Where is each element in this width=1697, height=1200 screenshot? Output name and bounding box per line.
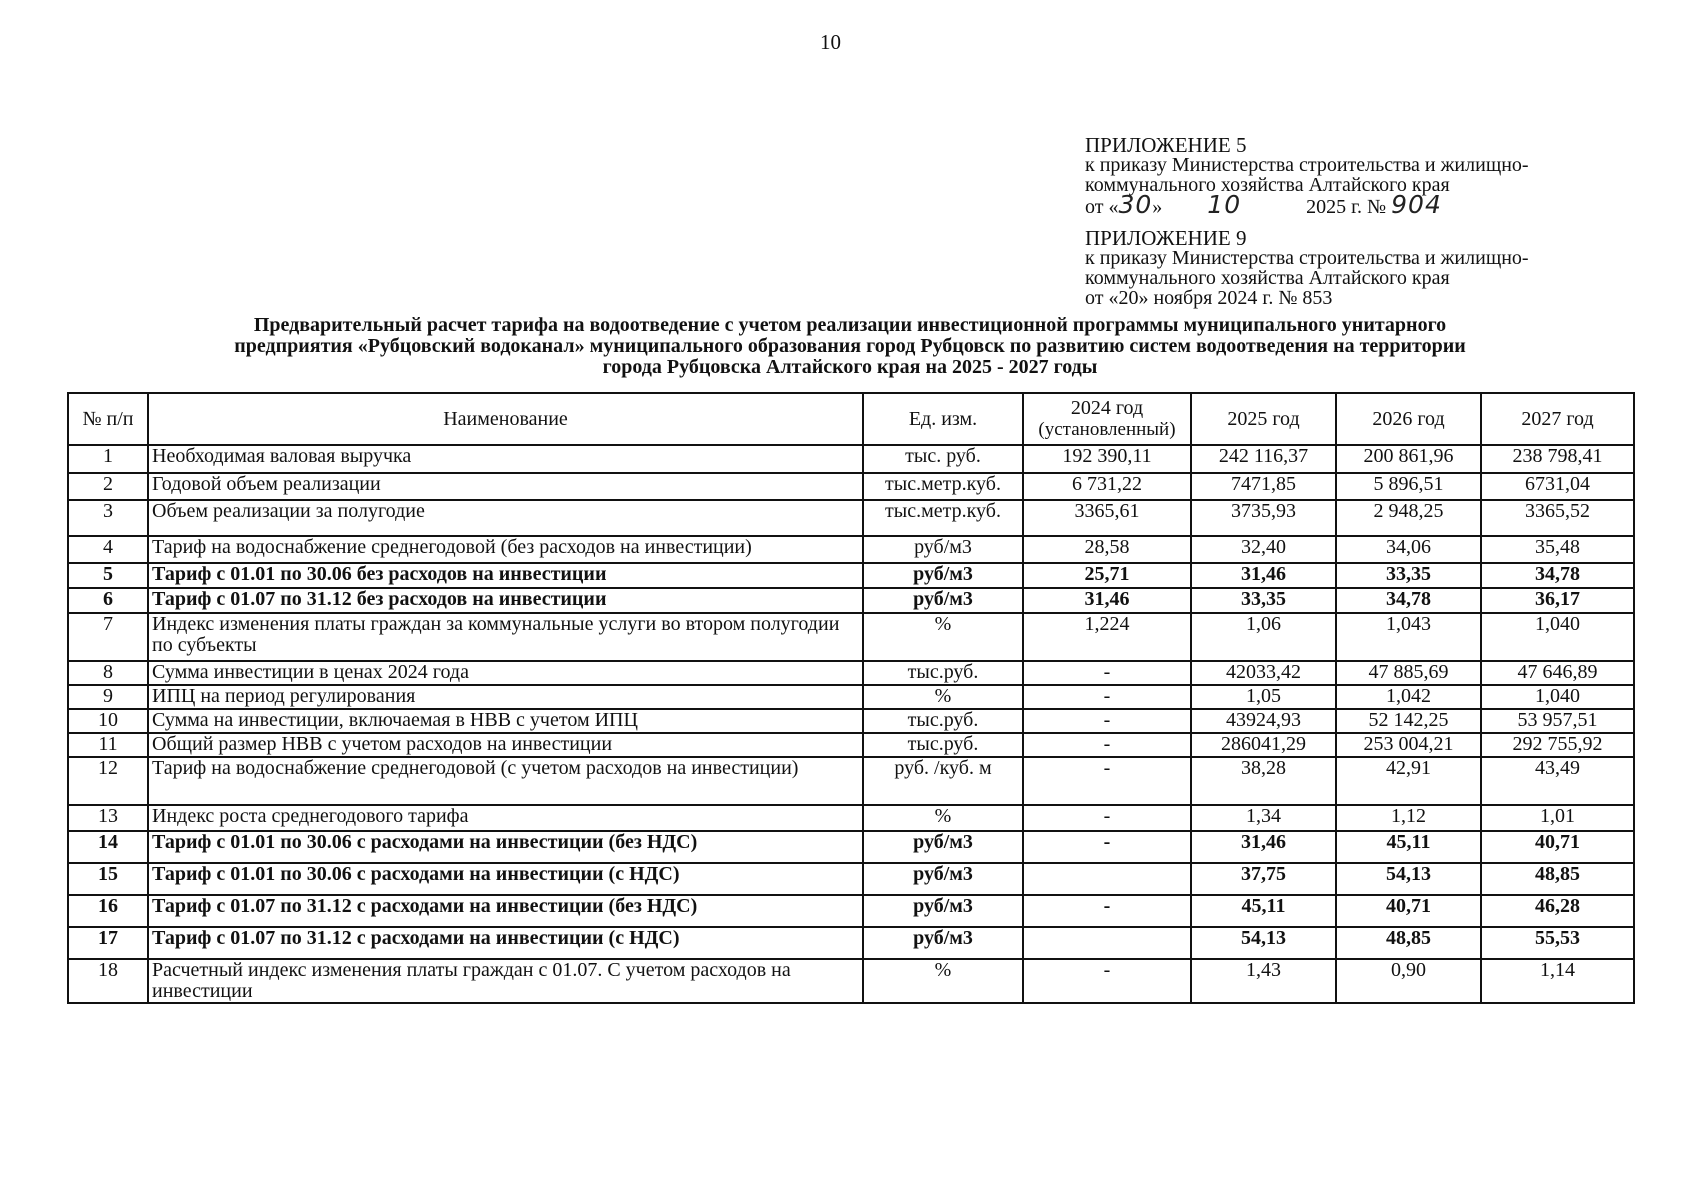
row-unit: %	[863, 613, 1023, 661]
row-number: 6	[68, 588, 148, 613]
row-unit: %	[863, 685, 1023, 709]
row-value-2024: -	[1023, 661, 1191, 685]
row-name: Тариф с 01.01 по 30.06 без расходов на инвестиции	[148, 563, 863, 588]
row-value-2024: -	[1023, 733, 1191, 757]
table-body	[68, 445, 1634, 1003]
row-value-2025: 1,43	[1191, 959, 1336, 1003]
row-number: 9	[68, 685, 148, 709]
row-number: 10	[68, 709, 148, 733]
row-unit: тыс.метр.куб.	[863, 500, 1023, 536]
row-number: 8	[68, 661, 148, 685]
table-row	[68, 661, 1634, 685]
annex-5-line-1: к приказу Министерства строительства и жилищно-	[1085, 154, 1529, 176]
row-number: 16	[68, 895, 148, 927]
row-name: Тариф с 01.07 по 31.12 с расходами на инвестиции (с НДС)	[148, 927, 863, 959]
annex-5-block	[1085, 135, 1529, 217]
page-number: 10	[820, 30, 841, 54]
annex-5-date-day-handwritten: 30	[1118, 190, 1153, 219]
row-unit: руб/м3	[863, 895, 1023, 927]
header-2024	[1023, 393, 1191, 445]
row-value-2025: 242 116,37	[1191, 445, 1336, 473]
row-unit: тыс.руб.	[863, 661, 1023, 685]
row-value-2026: 200 861,96	[1336, 445, 1481, 473]
table-row	[68, 895, 1634, 927]
row-value-2025: 42033,42	[1191, 661, 1336, 685]
row-value-2025: 7471,85	[1191, 473, 1336, 500]
row-value-2027: 3365,52	[1481, 500, 1634, 536]
annex-9-line-2: коммунального хозяйства Алтайского края	[1085, 267, 1450, 289]
row-value-2024: -	[1023, 831, 1191, 863]
row-value-2027: 40,71	[1481, 831, 1634, 863]
row-value-2024: 3365,61	[1023, 500, 1191, 536]
row-value-2027: 1,040	[1481, 613, 1634, 661]
row-value-2024: -	[1023, 895, 1191, 927]
tariff-table	[67, 392, 1635, 1004]
row-value-2027: 6731,04	[1481, 473, 1634, 500]
row-value-2024: 31,46	[1023, 588, 1191, 613]
row-unit: тыс.руб.	[863, 709, 1023, 733]
row-value-2026: 1,043	[1336, 613, 1481, 661]
row-name: Тариф на водоснабжение среднегодовой (с учетом расходов на инвестиции)	[148, 757, 863, 805]
row-unit: руб/м3	[863, 588, 1023, 613]
row-value-2026: 40,71	[1336, 895, 1481, 927]
row-value-2025: 1,34	[1191, 805, 1336, 831]
row-number: 12	[68, 757, 148, 805]
row-name: ИПЦ на период регулирования	[148, 685, 863, 709]
table-row	[68, 757, 1634, 805]
row-value-2025: 3735,93	[1191, 500, 1336, 536]
header-num: № п/п	[68, 393, 148, 445]
row-number: 4	[68, 536, 148, 563]
row-value-2024: 28,58	[1023, 536, 1191, 563]
row-name: Годовой объем реализации	[148, 473, 863, 500]
row-value-2024	[1023, 927, 1191, 959]
row-value-2027: 35,48	[1481, 536, 1634, 563]
row-value-2026: 34,06	[1336, 536, 1481, 563]
row-value-2027: 43,49	[1481, 757, 1634, 805]
row-name: Общий размер НВВ с учетом расходов на инвестиции	[148, 733, 863, 757]
annex-5-date	[1085, 190, 1529, 219]
row-unit: %	[863, 959, 1023, 1003]
row-unit: руб/м3	[863, 927, 1023, 959]
row-unit: руб/м3	[863, 831, 1023, 863]
row-value-2027: 292 755,92	[1481, 733, 1634, 757]
table-row	[68, 863, 1634, 895]
annex-9-title: ПРИЛОЖЕНИЕ 9	[1085, 226, 1247, 250]
row-value-2026: 45,11	[1336, 831, 1481, 863]
row-value-2025: 32,40	[1191, 536, 1336, 563]
document-title	[60, 315, 1640, 378]
row-value-2024: 25,71	[1023, 563, 1191, 588]
table-row	[68, 500, 1634, 536]
annex-9-line-3: от «20» ноября 2024 г. № 853	[1085, 287, 1333, 309]
row-value-2024: -	[1023, 959, 1191, 1003]
row-number: 17	[68, 927, 148, 959]
row-value-2026: 52 142,25	[1336, 709, 1481, 733]
table-row	[68, 959, 1634, 1003]
annex-5-title: ПРИЛОЖЕНИЕ 5	[1085, 133, 1247, 157]
row-value-2027: 238 798,41	[1481, 445, 1634, 473]
row-value-2025: 38,28	[1191, 757, 1336, 805]
row-name: Тариф на водоснабжение среднегодовой (без расходов на инвестиции)	[148, 536, 863, 563]
row-name: Тариф с 01.07 по 31.12 без расходов на инвестиции	[148, 588, 863, 613]
row-value-2024: -	[1023, 709, 1191, 733]
row-value-2026: 1,12	[1336, 805, 1481, 831]
row-value-2024	[1023, 863, 1191, 895]
row-value-2026: 42,91	[1336, 757, 1481, 805]
row-value-2026: 253 004,21	[1336, 733, 1481, 757]
row-value-2027: 1,040	[1481, 685, 1634, 709]
annex-5-date-year: 2025 г. №	[1306, 196, 1387, 218]
header-2024-label: 2024 год	[1070, 397, 1144, 419]
row-value-2027: 55,53	[1481, 927, 1634, 959]
row-value-2027: 1,01	[1481, 805, 1634, 831]
row-number: 3	[68, 500, 148, 536]
row-value-2027: 36,17	[1481, 588, 1634, 613]
row-unit: руб/м3	[863, 863, 1023, 895]
row-name: Тариф с 01.01 по 30.06 с расходами на инвестиции (с НДС)	[148, 863, 863, 895]
row-number: 18	[68, 959, 148, 1003]
row-name: Сумма инвестиции в ценах 2024 года	[148, 661, 863, 685]
row-number: 7	[68, 613, 148, 661]
table-row	[68, 473, 1634, 500]
title-line-2: предприятия «Рубцовский водоканал» муниципального образования город Рубцовск по развитию систем водоотведения на территории	[234, 335, 1466, 357]
row-value-2025: 1,06	[1191, 613, 1336, 661]
row-value-2025: 54,13	[1191, 927, 1336, 959]
row-value-2024: -	[1023, 805, 1191, 831]
table-row	[68, 805, 1634, 831]
table-row	[68, 563, 1634, 588]
title-line-1: Предварительный расчет тарифа на водоотведение с учетом реализации инвестиционной программы муниципального унитарного	[253, 314, 1447, 336]
table-row	[68, 685, 1634, 709]
row-value-2027: 34,78	[1481, 563, 1634, 588]
row-number: 2	[68, 473, 148, 500]
row-unit: %	[863, 805, 1023, 831]
row-unit: руб/м3	[863, 536, 1023, 563]
row-name: Сумма на инвестиции, включаемая в НВВ с учетом ИПЦ	[148, 709, 863, 733]
row-value-2027: 1,14	[1481, 959, 1634, 1003]
header-name: Наименование	[148, 393, 863, 445]
row-value-2025: 31,46	[1191, 831, 1336, 863]
row-value-2026: 47 885,69	[1336, 661, 1481, 685]
annex-5-date-prefix: от «	[1085, 196, 1119, 218]
header-2024-note: (установленный)	[1038, 419, 1176, 440]
row-value-2026: 0,90	[1336, 959, 1481, 1003]
table-row	[68, 733, 1634, 757]
table-header-row	[68, 393, 1634, 445]
annex-5-number-handwritten: 904	[1391, 190, 1442, 219]
row-value-2025: 37,75	[1191, 863, 1336, 895]
row-value-2026: 33,35	[1336, 563, 1481, 588]
row-number: 14	[68, 831, 148, 863]
row-value-2026: 2 948,25	[1336, 500, 1481, 536]
table-row	[68, 831, 1634, 863]
row-number: 11	[68, 733, 148, 757]
row-name: Объем реализации за полугодие	[148, 500, 863, 536]
annex-9-block	[1085, 228, 1529, 308]
row-unit: тыс. руб.	[863, 445, 1023, 473]
row-name: Тариф с 01.01 по 30.06 с расходами на инвестиции (без НДС)	[148, 831, 863, 863]
row-value-2024: -	[1023, 685, 1191, 709]
row-unit: тыс.метр.куб.	[863, 473, 1023, 500]
table-row	[68, 613, 1634, 661]
row-unit: руб/м3	[863, 563, 1023, 588]
row-value-2027: 48,85	[1481, 863, 1634, 895]
annex-5-date-month-handwritten: 10	[1207, 190, 1242, 219]
row-name: Расчетный индекс изменения платы граждан с 01.07. С учетом расходов на инвестиции	[148, 959, 863, 1003]
row-value-2026: 34,78	[1336, 588, 1481, 613]
row-name: Тариф с 01.07 по 31.12 с расходами на инвестиции (без НДС)	[148, 895, 863, 927]
table-row	[68, 709, 1634, 733]
table-row	[68, 536, 1634, 563]
row-value-2027: 53 957,51	[1481, 709, 1634, 733]
annex-5-date-mid: »	[1152, 196, 1163, 218]
row-value-2025: 31,46	[1191, 563, 1336, 588]
row-number: 1	[68, 445, 148, 473]
row-value-2025: 33,35	[1191, 588, 1336, 613]
row-unit: руб. /куб. м	[863, 757, 1023, 805]
row-value-2026: 54,13	[1336, 863, 1481, 895]
row-value-2025: 43924,93	[1191, 709, 1336, 733]
row-name: Необходимая валовая выручка	[148, 445, 863, 473]
header-2026: 2026 год	[1336, 393, 1481, 445]
row-number: 5	[68, 563, 148, 588]
row-value-2025: 45,11	[1191, 895, 1336, 927]
row-value-2027: 46,28	[1481, 895, 1634, 927]
title-line-3: города Рубцовска Алтайского края на 2025 - 2027 годы	[602, 356, 1098, 378]
header-2027: 2027 год	[1481, 393, 1634, 445]
row-value-2026: 1,042	[1336, 685, 1481, 709]
row-name: Индекс роста среднегодового тарифа	[148, 805, 863, 831]
row-number: 15	[68, 863, 148, 895]
row-unit: тыс.руб.	[863, 733, 1023, 757]
annex-5-line-2: коммунального хозяйства Алтайского края	[1085, 174, 1450, 196]
row-number: 13	[68, 805, 148, 831]
row-name: Индекс изменения платы граждан за коммунальные услуги во втором полугодии по субъекты	[148, 613, 863, 661]
row-value-2027: 47 646,89	[1481, 661, 1634, 685]
row-value-2025: 286041,29	[1191, 733, 1336, 757]
annex-9-line-1: к приказу Министерства строительства и жилищно-	[1085, 247, 1529, 269]
row-value-2026: 5 896,51	[1336, 473, 1481, 500]
row-value-2024: -	[1023, 757, 1191, 805]
row-value-2024: 192 390,11	[1023, 445, 1191, 473]
table-row	[68, 445, 1634, 473]
header-2025: 2025 год	[1191, 393, 1336, 445]
header-unit: Ед. изм.	[863, 393, 1023, 445]
row-value-2025: 1,05	[1191, 685, 1336, 709]
row-value-2024: 6 731,22	[1023, 473, 1191, 500]
row-value-2024: 1,224	[1023, 613, 1191, 661]
table-row	[68, 588, 1634, 613]
row-value-2026: 48,85	[1336, 927, 1481, 959]
table-row	[68, 927, 1634, 959]
